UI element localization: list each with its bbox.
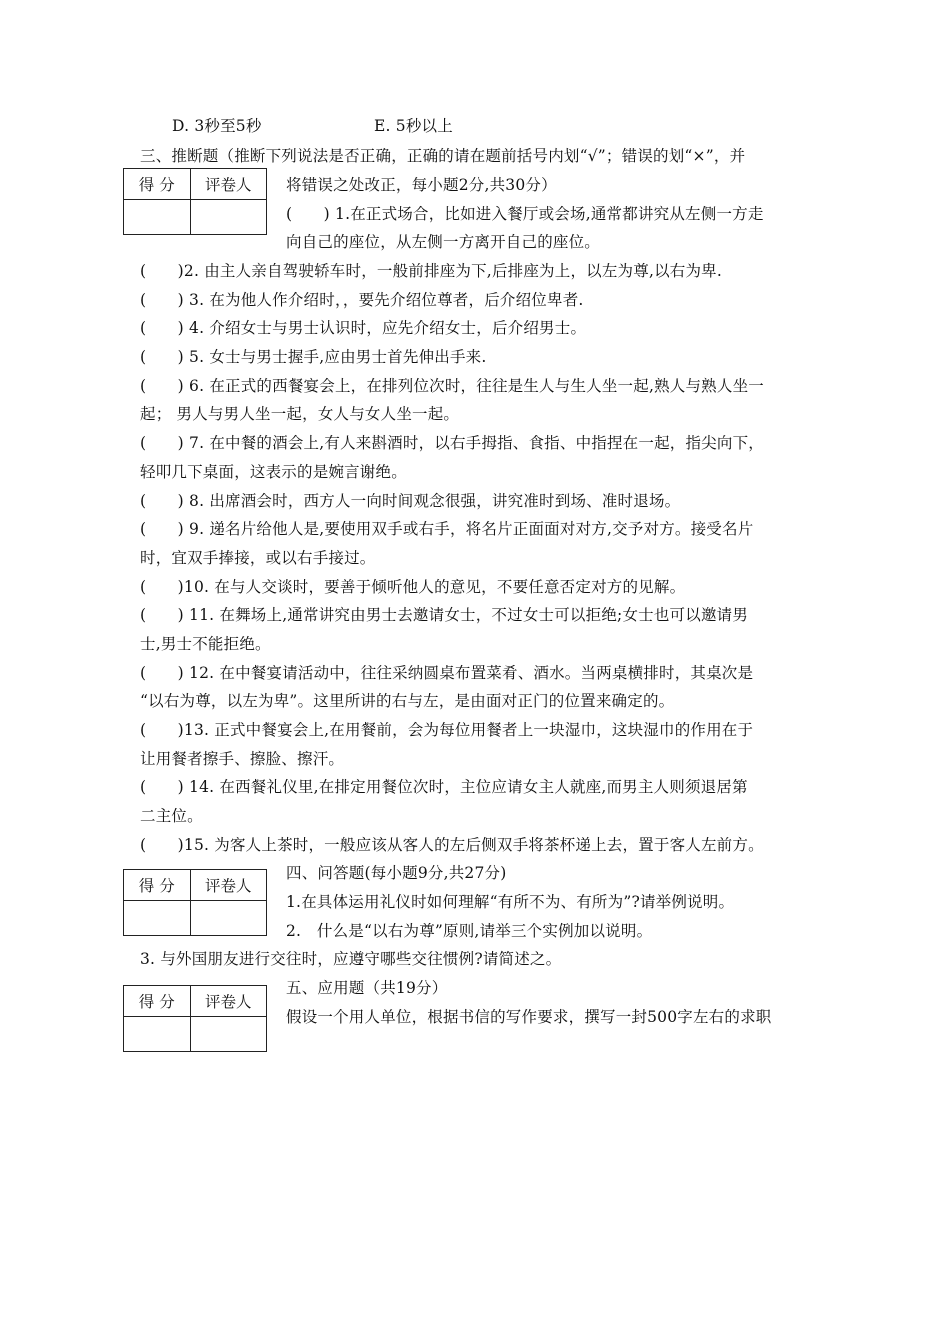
grader-cell bbox=[190, 901, 266, 936]
question-item: ( ) 12. 在中餐宴请活动中，往往采纳圆桌布置菜肴、酒水。当两桌横排时，其桌次是 bbox=[140, 664, 754, 682]
score-box-section3 bbox=[123, 168, 267, 235]
question-item: “以右为尊，以左为卑”。这里所讲的右与左，是由面对正门的位置来确定的。 bbox=[140, 692, 675, 710]
question-item: 轻叩几下桌面，这表示的是婉言谢绝。 bbox=[140, 463, 407, 481]
score-label: 得 分 bbox=[124, 986, 191, 1017]
score-box-section4 bbox=[123, 869, 267, 936]
grader-label: 评卷人 bbox=[190, 986, 266, 1017]
section4-question-3: 3. 与外国朋友进行交往时，应遵守哪些交往惯例?请简述之。 bbox=[140, 950, 562, 968]
score-cell bbox=[124, 200, 191, 235]
question-item: ( ) 1.在正式场合，比如进入餐厅或会场,通常都讲究从左侧一方走 bbox=[286, 205, 764, 223]
score-cell bbox=[124, 901, 191, 936]
score-cell bbox=[124, 1017, 191, 1052]
question-item: ( ) 7. 在中餐的酒会上,有人来斟酒时，以右手拇指、食指、中指捏在一起，指尖向下， bbox=[140, 434, 764, 452]
score-label: 得 分 bbox=[124, 169, 191, 200]
question-item: ( ) 14. 在西餐礼仪里,在排定用餐位次时，主位应请女主人就座,而男主人则须退居第 bbox=[140, 778, 748, 796]
question-item: 让用餐者擦手、擦脸、擦汗。 bbox=[140, 750, 345, 768]
question-item: ( ) 5. 女士与男士握手,应由男士首先伸出手来. bbox=[140, 348, 487, 366]
question-item: ( )2. 由主人亲自驾驶轿车时，一般前排座为下,后排座为上，以左为尊,以右为卑. bbox=[140, 262, 722, 280]
question-item: ( ) 4. 介绍女士与男士认识时，应先介绍女士，后介绍男士。 bbox=[140, 319, 587, 337]
score-label: 得 分 bbox=[124, 870, 191, 901]
question-item: ( ) 9. 递名片给他人是,要使用双手或右手，将名片正面面对对方,交予对方。接受名片 bbox=[140, 520, 754, 538]
question-item: ( )13. 正式中餐宴会上,在用餐前，会为每位用餐者上一块湿巾，这块湿巾的作用在于 bbox=[140, 721, 754, 739]
option-e: E. 5秒以上 bbox=[374, 117, 453, 135]
question-item: ( ) 3. 在为他人作介绍时，，要先介绍位尊者，后介绍位卑者. bbox=[140, 291, 584, 309]
question-item: 向自己的座位，从左侧一方离开自己的座位。 bbox=[286, 233, 601, 251]
score-box-section5 bbox=[123, 985, 267, 1052]
question-item: ( ) 6. 在正式的西餐宴会上，在排列位次时，往往是生人与生人坐一起,熟人与熟人坐一 bbox=[140, 377, 764, 395]
grader-label: 评卷人 bbox=[190, 870, 266, 901]
question-item: 士,男士不能拒绝。 bbox=[140, 635, 271, 653]
option-d: D. 3秒至5秒 bbox=[172, 117, 262, 135]
section5-body: 假设一个用人单位，根据书信的写作要求，撰写一封500字左右的求职 bbox=[286, 1008, 772, 1026]
question-item: ( )10. 在与人交谈时，要善于倾听他人的意见，不要任意否定对方的见解。 bbox=[140, 578, 686, 596]
question-item: 起； 男人与男人坐一起，女人与女人坐一起。 bbox=[140, 405, 460, 423]
grader-cell bbox=[190, 200, 266, 235]
question-item: 时，宜双手捧接，或以右手接过。 bbox=[140, 549, 376, 567]
section3-heading-line2: 将错误之处改正，每小题2分,共30分） bbox=[286, 176, 557, 194]
question-item: ( )15. 为客人上茶时，一般应该从客人的左后侧双手将茶杯递上去，置于客人左前方。 bbox=[140, 836, 764, 854]
grader-label: 评卷人 bbox=[190, 169, 266, 200]
question-item: ( ) 11. 在舞场上,通常讲究由男士去邀请女士，不过女士可以拒绝;女士也可以邀请男 bbox=[140, 606, 749, 624]
question-item: ( ) 8. 出席酒会时，西方人一向时间观念很强，讲究准时到场、准时退场。 bbox=[140, 492, 681, 510]
section3-heading-line1: 三、推断题（推断下列说法是否正确，正确的请在题前括号内划“√”；错误的划“×”，并 bbox=[140, 147, 746, 165]
grader-cell bbox=[190, 1017, 266, 1052]
question-item: 二主位。 bbox=[140, 807, 203, 825]
section4-heading: 四、问答题(每小题9分,共27分) bbox=[286, 864, 507, 882]
section4-question-2: 2. 什么是“以右为尊”原则,请举三个实例加以说明。 bbox=[286, 922, 653, 940]
section5-heading: 五、应用题（共19分） bbox=[286, 979, 448, 997]
section4-question-1: 1.在具体运用礼仪时如何理解“有所不为、有所为”?请举例说明。 bbox=[286, 893, 735, 911]
